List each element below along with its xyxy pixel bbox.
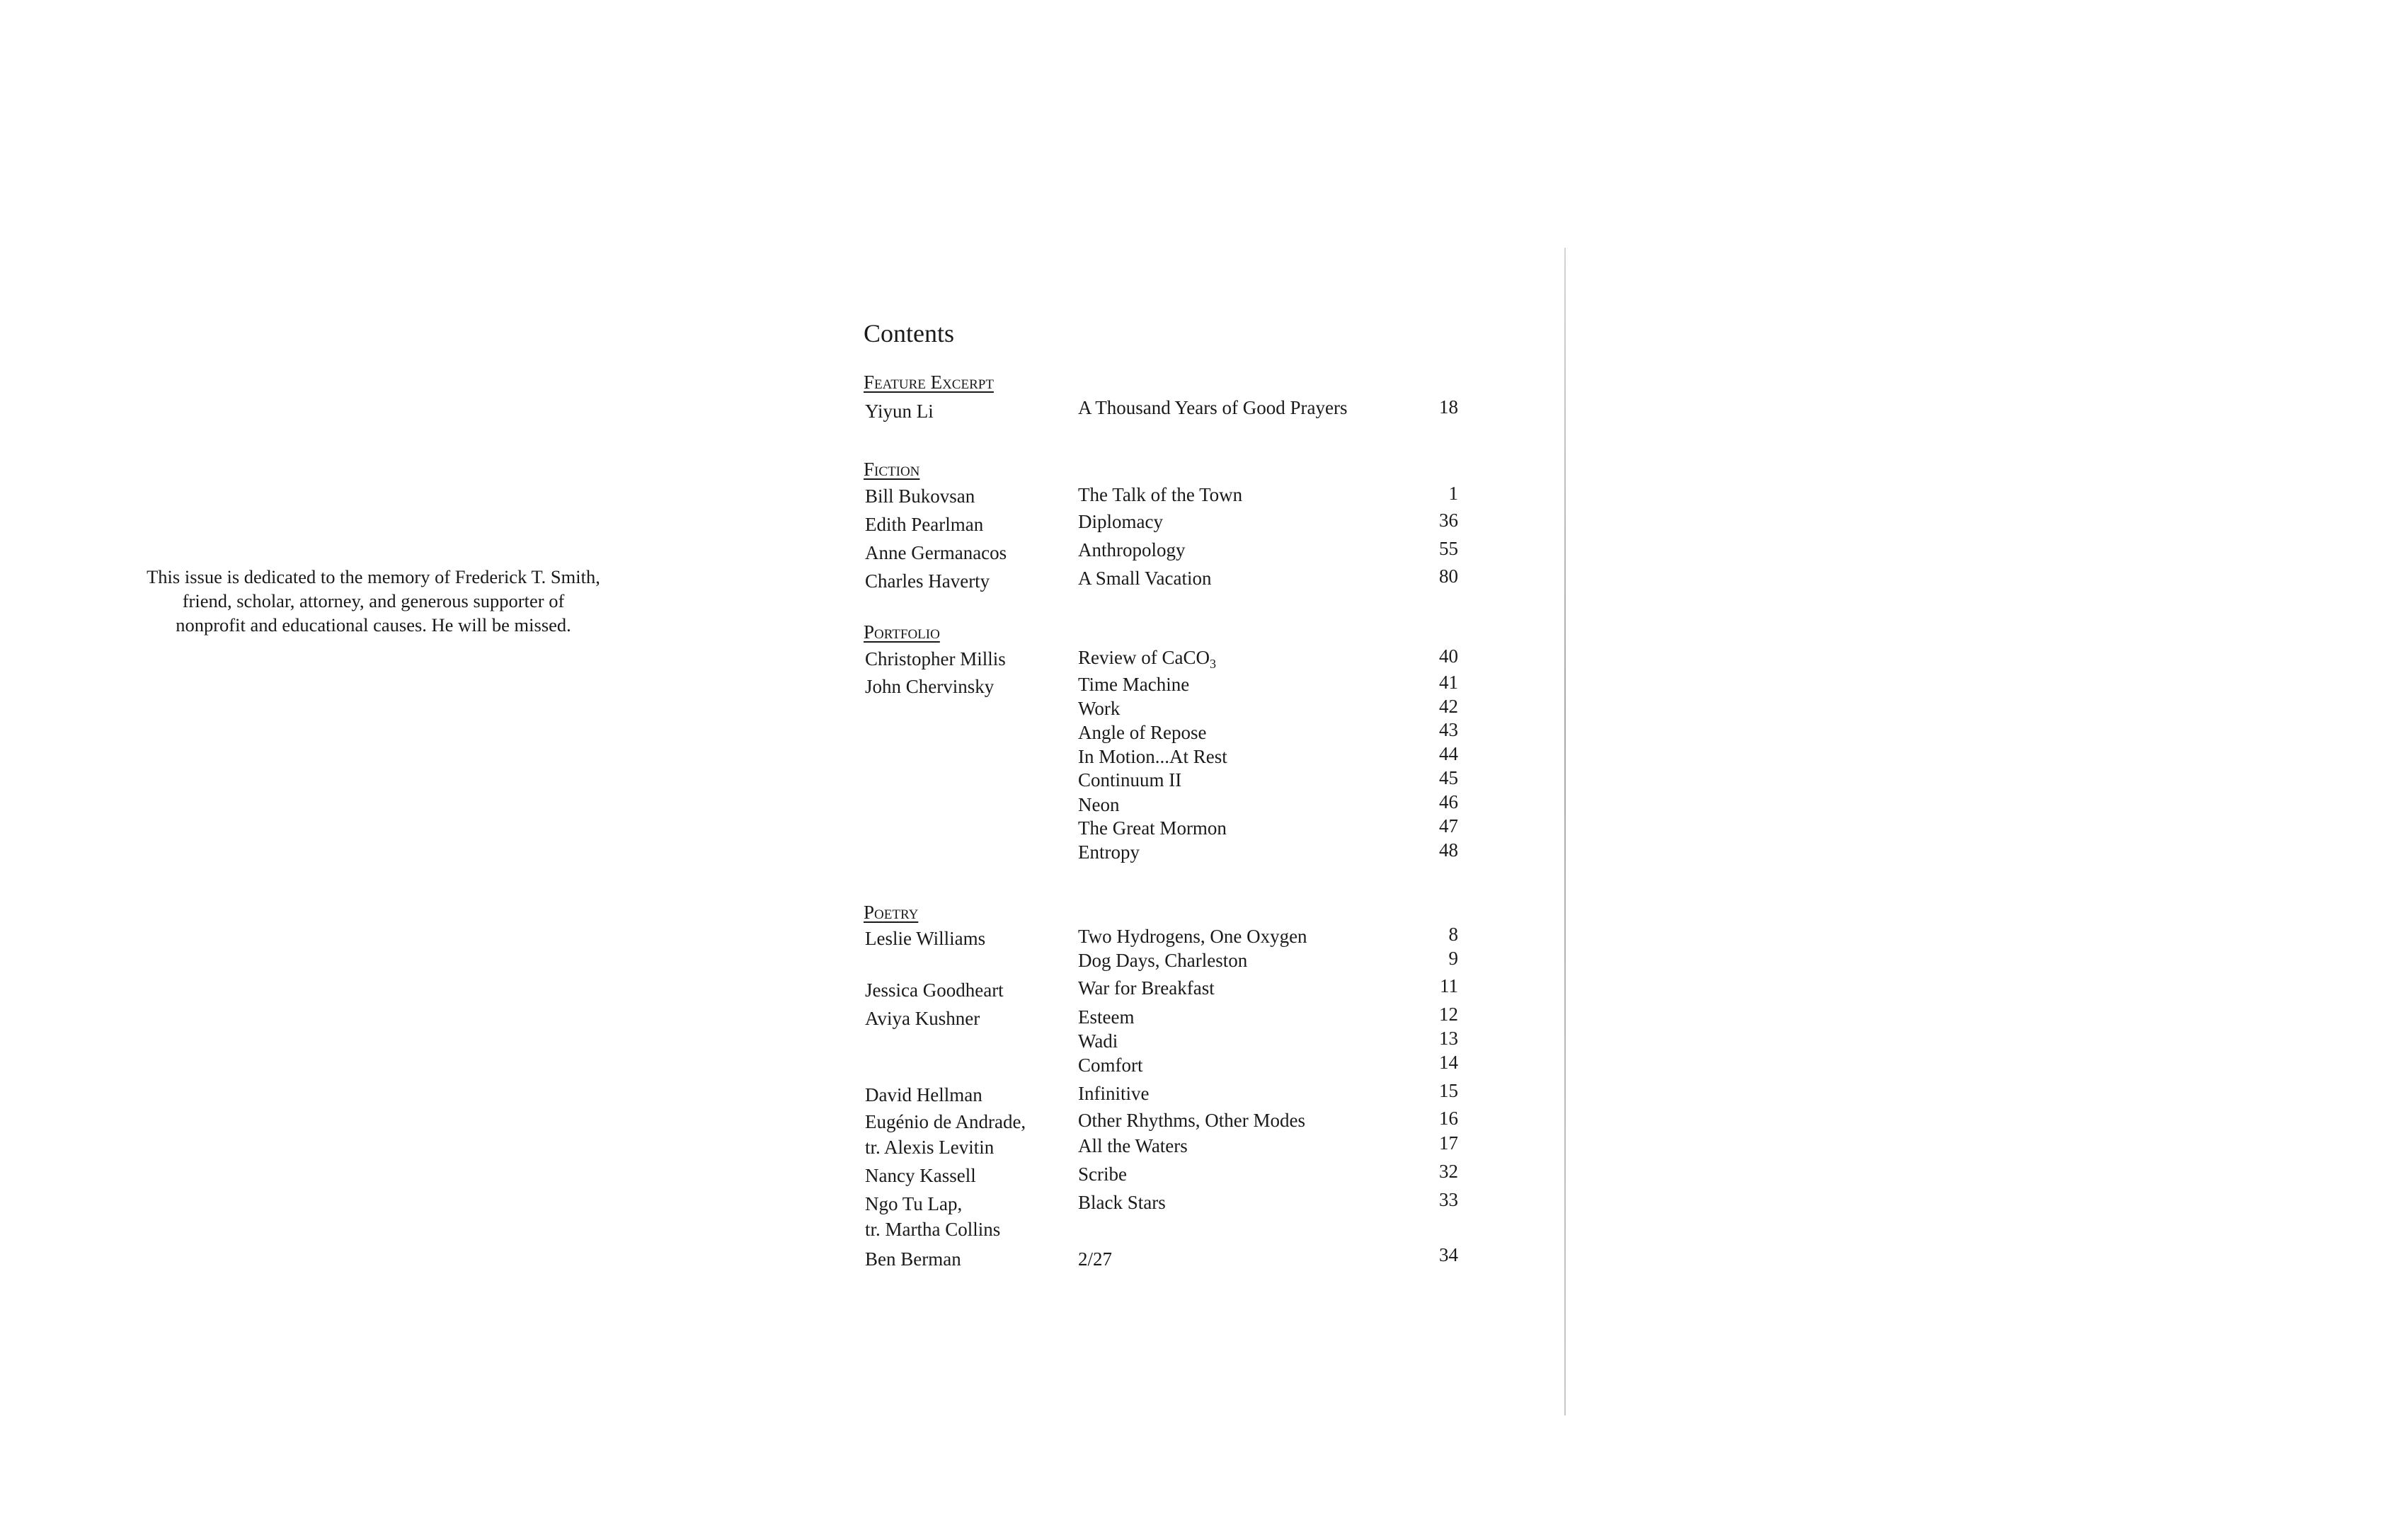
entry-page: 40 bbox=[1439, 645, 1458, 667]
entry-title-main: Review of CaCO bbox=[1078, 647, 1210, 668]
entry-author: tr. Alexis Levitin bbox=[865, 1137, 995, 1158]
entry-title: Infinitive bbox=[1078, 1083, 1150, 1104]
entry-title: Time Machine bbox=[1078, 674, 1190, 695]
entry-page: 32 bbox=[1439, 1161, 1458, 1182]
section-heading-portfolio: Portfolio bbox=[864, 621, 940, 643]
entry-page: 9 bbox=[1448, 948, 1458, 969]
entry-title: Scribe bbox=[1078, 1163, 1127, 1185]
entry-page: 34 bbox=[1439, 1244, 1458, 1265]
entry-author: tr. Martha Collins bbox=[865, 1219, 1001, 1240]
entry-author: Christopher Millis bbox=[865, 648, 1006, 670]
entry-page: 48 bbox=[1439, 839, 1458, 861]
entry-page: 41 bbox=[1439, 672, 1458, 693]
entry-title-subscript: 3 bbox=[1209, 657, 1216, 671]
entry-author: Charles Haverty bbox=[865, 570, 990, 592]
dedication-line-2: friend, scholar, attorney, and generous supporter of bbox=[182, 590, 565, 611]
entry-page: 11 bbox=[1440, 975, 1458, 996]
entry-title: Anthropology bbox=[1078, 539, 1186, 561]
entry-title: The Great Mormon bbox=[1078, 817, 1227, 839]
entry-title: Wadi bbox=[1078, 1030, 1118, 1052]
entry-title bbox=[1078, 647, 1216, 669]
entry-page: 17 bbox=[1439, 1132, 1458, 1154]
entry-title: Work bbox=[1078, 698, 1121, 719]
entry-title: Diplomacy bbox=[1078, 511, 1163, 532]
entry-page: 1 bbox=[1448, 483, 1458, 504]
entry-author: Leslie Williams bbox=[865, 928, 986, 949]
entry-page: 16 bbox=[1439, 1108, 1458, 1129]
entry-author: David Hellman bbox=[865, 1084, 982, 1105]
entry-title: The Talk of the Town bbox=[1078, 484, 1243, 505]
entry-page: 33 bbox=[1439, 1189, 1458, 1210]
entry-page: 36 bbox=[1439, 510, 1458, 531]
section-heading-poetry: Poetry bbox=[864, 902, 919, 923]
dedication-line-1: This issue is dedicated to the memory of Frederick T. Smith, bbox=[147, 566, 600, 587]
entry-page: 13 bbox=[1439, 1028, 1458, 1049]
entry-page: 12 bbox=[1439, 1004, 1458, 1025]
entry-page: 44 bbox=[1439, 743, 1458, 764]
entry-page: 42 bbox=[1439, 696, 1458, 717]
entry-page: 15 bbox=[1439, 1080, 1458, 1101]
entry-page: 46 bbox=[1439, 791, 1458, 812]
entry-author: Ben Berman bbox=[865, 1248, 961, 1270]
entry-page: 8 bbox=[1448, 924, 1458, 945]
entry-title: 2/27 bbox=[1078, 1248, 1113, 1270]
entry-page: 55 bbox=[1439, 538, 1458, 559]
entry-title: A Small Vacation bbox=[1078, 568, 1212, 589]
entry-author: John Chervinsky bbox=[865, 676, 995, 697]
entry-title: Entropy bbox=[1078, 841, 1140, 863]
dedication-line-3: nonprofit and educational causes. He will be missed. bbox=[176, 614, 571, 636]
entry-title: War for Breakfast bbox=[1078, 977, 1215, 999]
entry-author: Eugénio de Andrade, bbox=[865, 1111, 1026, 1132]
entry-title: Neon bbox=[1078, 794, 1120, 815]
entry-page: 80 bbox=[1439, 565, 1458, 587]
entry-author: Yiyun Li bbox=[865, 401, 934, 422]
section-heading-feature-excerpt: Feature Excerpt bbox=[864, 372, 994, 393]
entry-page: 43 bbox=[1439, 719, 1458, 740]
entry-page: 47 bbox=[1439, 815, 1458, 837]
entry-title: Esteem bbox=[1078, 1006, 1135, 1028]
entry-author: Aviya Kushner bbox=[865, 1008, 980, 1029]
entry-author: Bill Bukovsan bbox=[865, 485, 975, 507]
entry-title: All the Waters bbox=[1078, 1135, 1188, 1156]
entry-title: Two Hydrogens, One Oxygen bbox=[1078, 926, 1307, 947]
contents-title: Contents bbox=[864, 319, 955, 347]
section-heading-fiction: Fiction bbox=[864, 459, 920, 480]
entry-author: Ngo Tu Lap, bbox=[865, 1193, 963, 1214]
entry-title: Dog Days, Charleston bbox=[1078, 950, 1248, 971]
entry-title: Continuum II bbox=[1078, 769, 1182, 791]
entry-author: Anne Germanacos bbox=[865, 542, 1007, 563]
page-edge bbox=[1564, 248, 1566, 1415]
entry-author: Edith Pearlman bbox=[865, 514, 984, 535]
entry-title: Comfort bbox=[1078, 1055, 1143, 1076]
dedication bbox=[124, 565, 623, 637]
entry-title: A Thousand Years of Good Prayers bbox=[1078, 397, 1348, 418]
entry-author: Jessica Goodheart bbox=[865, 979, 1004, 1001]
entry-author: Nancy Kassell bbox=[865, 1165, 976, 1186]
entry-title: In Motion...At Rest bbox=[1078, 746, 1227, 767]
entry-title: Angle of Repose bbox=[1078, 722, 1207, 743]
entry-title: Other Rhythms, Other Modes bbox=[1078, 1110, 1305, 1131]
entry-page: 45 bbox=[1439, 767, 1458, 788]
entry-title: Black Stars bbox=[1078, 1192, 1166, 1213]
entry-page: 14 bbox=[1439, 1052, 1458, 1073]
entry-page: 18 bbox=[1439, 396, 1458, 418]
